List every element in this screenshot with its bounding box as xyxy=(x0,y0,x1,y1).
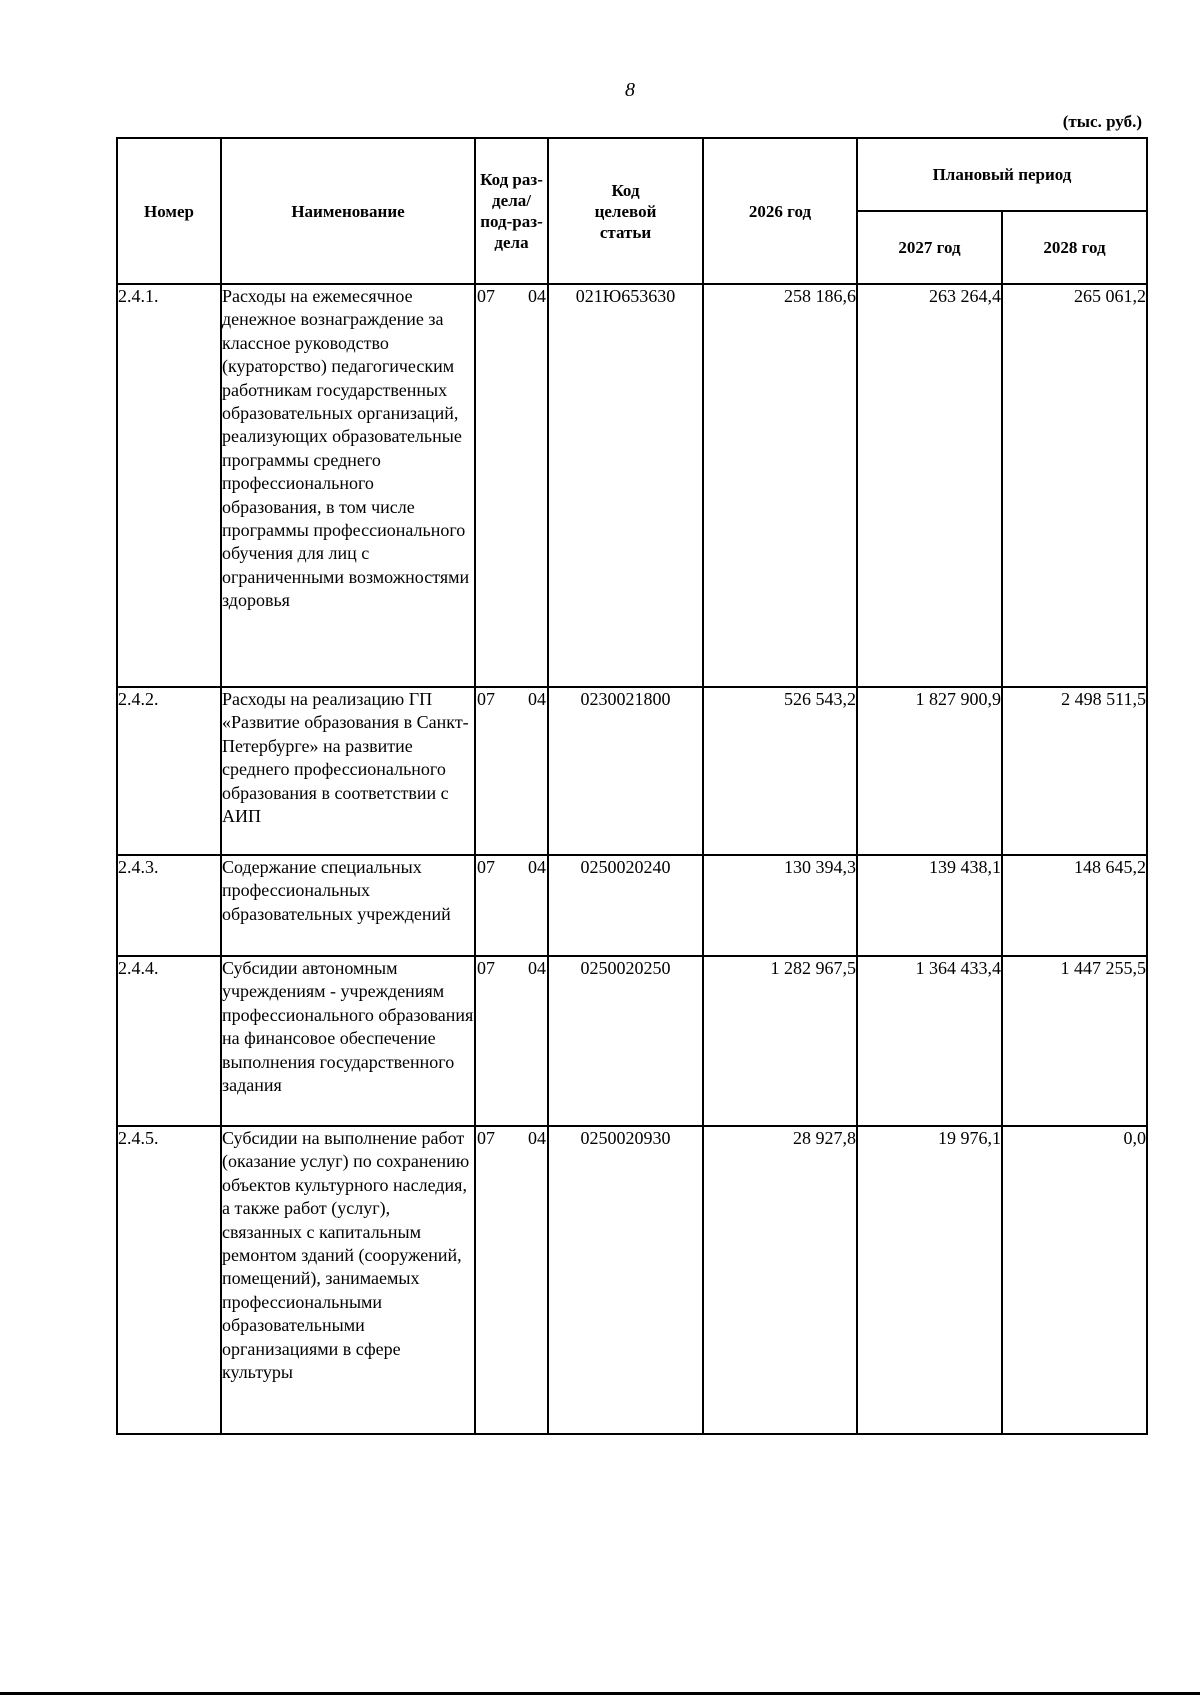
row-amount-2028: 0,0 xyxy=(1002,1126,1147,1434)
row-section: 07 xyxy=(477,286,495,306)
row-subsection: 04 xyxy=(528,857,546,877)
header-planning-period: Плановый период xyxy=(857,138,1147,211)
row-section: 07 xyxy=(477,689,495,709)
row-amount-2027: 1 827 900,9 xyxy=(857,687,1002,855)
row-section: 07 xyxy=(477,857,495,877)
header-year-2028: 2028 год xyxy=(1002,211,1147,284)
row-subsection: 04 xyxy=(528,958,546,978)
row-subsection: 04 xyxy=(528,689,546,709)
budget-table xyxy=(116,137,1148,1435)
page-number: 8 xyxy=(625,79,635,101)
header-year-2027: 2027 год xyxy=(857,211,1002,284)
header-code-target-text: Код целевой статьи xyxy=(594,180,657,242)
row-amount-2028: 265 061,2 xyxy=(1002,284,1147,687)
row-number: 2.4.4. xyxy=(117,956,221,1126)
row-target-code: 0250020930 xyxy=(548,1126,703,1434)
row-number: 2.4.2. xyxy=(117,687,221,855)
row-name: Расходы на реализацию ГП «Развитие образования в Санкт-Петербурге» на развитие среднего профессионального образования в соответствии с АИП xyxy=(221,687,475,855)
row-number: 2.4.3. xyxy=(117,855,221,956)
table-row xyxy=(117,855,1147,956)
table-row xyxy=(117,687,1147,855)
table-row xyxy=(117,284,1147,687)
row-amount-2028: 148 645,2 xyxy=(1002,855,1147,956)
row-name: Субсидии на выполнение работ (оказание услуг) по сохранению объектов культурного наследия, а также работ (услуг), связанных с капитальным ремонтом зданий (сооружений, помещений), занимаемых профессиональными образовательными организациями в сфере культуры xyxy=(221,1126,475,1434)
header-name: Наименование xyxy=(221,138,475,284)
row-amount-2027: 263 264,4 xyxy=(857,284,1002,687)
row-name: Расходы на ежемесячное денежное вознаграждение за классное руководство (кураторство) педагогическим работникам государственных образовательных организаций, реализующих образовательные программы среднего профессионального образования, в том числе программы профессионального обучения для лиц с ограниченными возможностями здоровья xyxy=(221,284,475,687)
row-name: Содержание специальных профессиональных образовательных учреждений xyxy=(221,855,475,956)
row-code-section xyxy=(475,855,548,956)
header-code-section xyxy=(475,138,548,284)
row-amount-2026: 1 282 967,5 xyxy=(703,956,857,1126)
row-amount-2027: 19 976,1 xyxy=(857,1126,1002,1434)
row-target-code: 0250020240 xyxy=(548,855,703,956)
row-code-section xyxy=(475,687,548,855)
header-code-section-text: Код раз-дела/ под-раз-дела xyxy=(480,170,543,252)
row-target-code: 021Ю653630 xyxy=(548,284,703,687)
row-amount-2026: 130 394,3 xyxy=(703,855,857,956)
table-row xyxy=(117,1126,1147,1434)
row-amount-2026: 526 543,2 xyxy=(703,687,857,855)
row-target-code: 0250020250 xyxy=(548,956,703,1126)
row-code-section xyxy=(475,284,548,687)
row-amount-2028: 1 447 255,5 xyxy=(1002,956,1147,1126)
row-target-code: 0230021800 xyxy=(548,687,703,855)
row-subsection: 04 xyxy=(528,286,546,306)
row-amount-2028: 2 498 511,5 xyxy=(1002,687,1147,855)
row-amount-2026: 258 186,6 xyxy=(703,284,857,687)
row-amount-2027: 139 438,1 xyxy=(857,855,1002,956)
header-number: Номер xyxy=(117,138,221,284)
row-name: Субсидии автономным учреждениям - учреждениям профессионального образования на финансовое обеспечение выполнения государственного задания xyxy=(221,956,475,1126)
units-label: (тыс. руб.) xyxy=(1062,112,1142,131)
header-row-1 xyxy=(117,138,1147,211)
row-section: 07 xyxy=(477,1128,495,1148)
row-section: 07 xyxy=(477,958,495,978)
row-number: 2.4.1. xyxy=(117,284,221,687)
header-year-2026: 2026 год xyxy=(703,138,857,284)
row-amount-2027: 1 364 433,4 xyxy=(857,956,1002,1126)
table-row xyxy=(117,956,1147,1126)
row-code-section xyxy=(475,1126,548,1434)
row-amount-2026: 28 927,8 xyxy=(703,1126,857,1434)
row-code-section xyxy=(475,956,548,1126)
header-code-target xyxy=(548,138,703,284)
row-number: 2.4.5. xyxy=(117,1126,221,1434)
row-subsection: 04 xyxy=(528,1128,546,1148)
